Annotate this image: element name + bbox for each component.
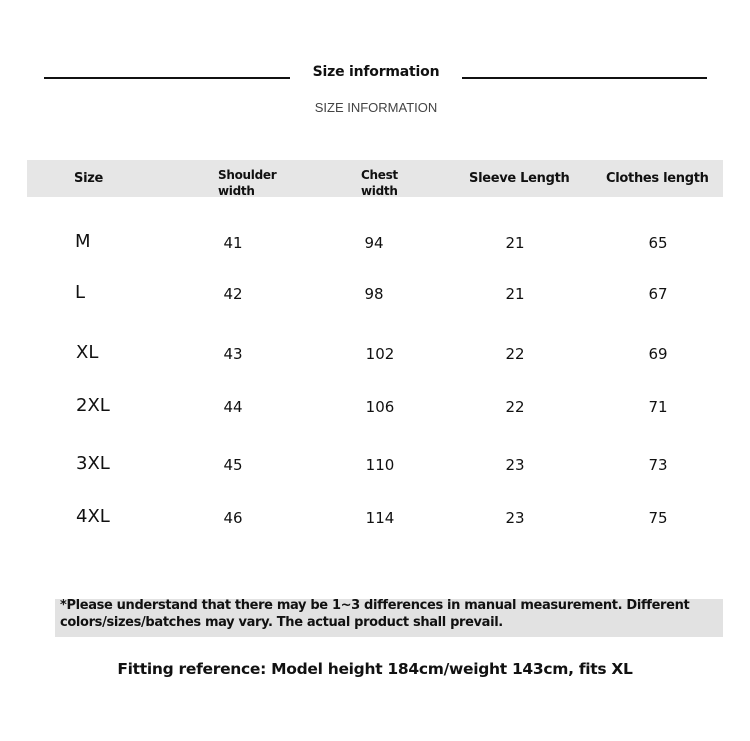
table-row-2xl-length: 71: [648, 398, 668, 416]
column-header-chest-width: [361, 167, 398, 199]
fitting-reference: Fitting reference: Model height 184cm/weight 143cm, fits XL: [117, 660, 633, 678]
table-row-m-shoulder: 41: [223, 234, 243, 252]
table-row-3xl-length: 73: [648, 456, 668, 474]
table-row-l-chest: 98: [364, 285, 384, 303]
table-row-3xl-sleeve: 23: [505, 456, 525, 474]
page-title: Size information: [312, 64, 440, 80]
table-row-2xl-sleeve: 22: [505, 398, 525, 416]
table-row-l-shoulder: 42: [223, 285, 243, 303]
column-header-chest-line-1: Chest: [361, 168, 398, 182]
table-row-m-length: 65: [648, 234, 668, 252]
table-row-xl-sleeve: 22: [505, 345, 525, 363]
table-row-3xl-chest: 110: [365, 456, 395, 474]
table-row-xl-shoulder: 43: [223, 345, 243, 363]
column-header-clothes-length: Clothes length: [606, 171, 709, 186]
table-row-xl-size: XL: [76, 342, 99, 363]
table-row-4xl-shoulder: 46: [223, 509, 243, 527]
title-rule-right: [462, 77, 707, 79]
column-header-shoulder-line-1: Shoulder: [218, 168, 277, 182]
column-header-shoulder-width: [218, 167, 276, 199]
table-row-l-size: L: [75, 282, 86, 303]
table-row-4xl-length: 75: [648, 509, 668, 527]
column-header-sleeve-length: Sleeve Length: [469, 171, 570, 186]
column-header-chest-line-2: width: [361, 184, 398, 198]
table-row-m-chest: 94: [364, 234, 384, 252]
table-row-3xl-size: 3XL: [76, 453, 110, 474]
column-header-size: Size: [74, 171, 104, 186]
table-row-3xl-shoulder: 45: [223, 456, 243, 474]
table-row-4xl-sleeve: 23: [505, 509, 525, 527]
table-row-m-size: M: [75, 231, 91, 252]
table-row-xl-length: 69: [648, 345, 668, 363]
table-row-2xl-size: 2XL: [76, 395, 110, 416]
table-row-m-sleeve: 21: [505, 234, 525, 252]
table-row-l-sleeve: 21: [505, 285, 525, 303]
table-row-4xl-chest: 114: [365, 509, 395, 527]
table-row-l-length: 67: [648, 285, 668, 303]
table-row-2xl-shoulder: 44: [223, 398, 243, 416]
column-header-shoulder-line-2: width: [218, 184, 255, 198]
title-rule-left: [44, 77, 290, 79]
measurement-note: *Please understand that there may be 1~3 differences in manual measurement. Different colors/sizes/batches may vary. The actual product shall prevail.: [60, 598, 690, 630]
table-row-xl-chest: 102: [365, 345, 395, 363]
table-row-2xl-chest: 106: [365, 398, 395, 416]
table-row-4xl-size: 4XL: [76, 506, 110, 527]
page-subtitle: SIZE INFORMATION: [314, 100, 438, 115]
